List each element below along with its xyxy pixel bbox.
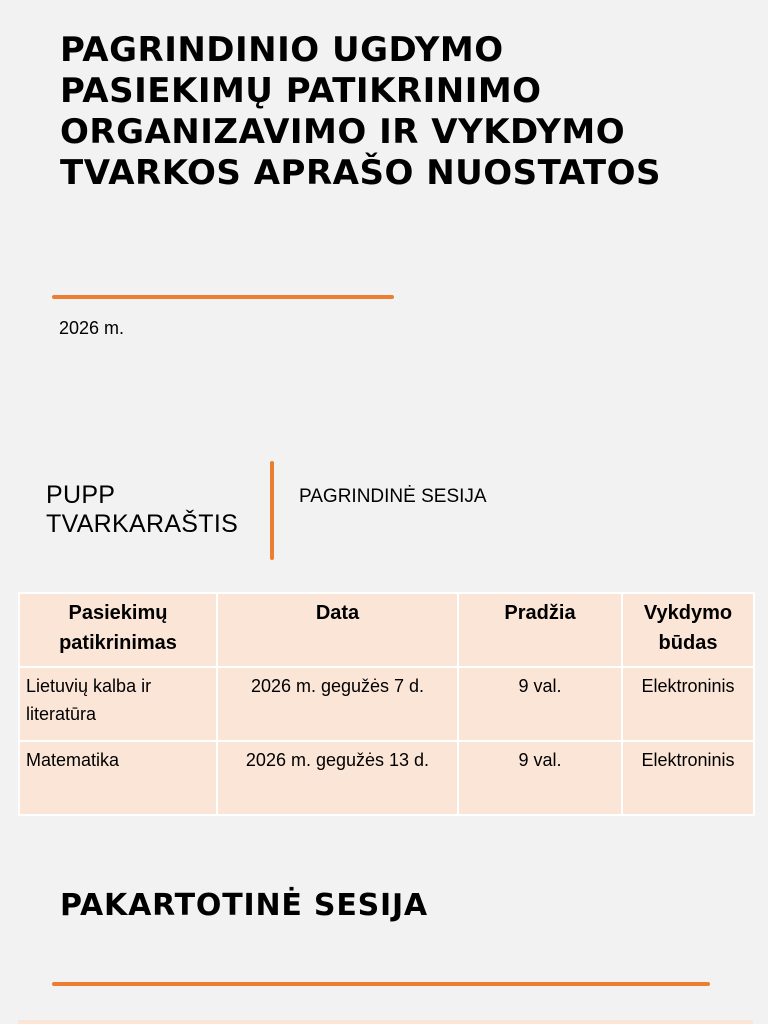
page-title: PAGRINDINIO UGDYMO PASIEKIMŲ PATIKRINIMO ORGANIZAVIMO IR VYKDYMO TVARKOS APRAŠO NUOSTATOS <box>60 30 661 193</box>
table-row <box>19 741 754 815</box>
cell-subject: Lietuvių kalba ir literatūra <box>19 667 217 741</box>
column-header-start: Pradžia <box>458 593 622 667</box>
cell-date: 2026 m. gegužės 13 d. <box>217 741 458 815</box>
column-header-assessment: Pasiekimų patikrinimas <box>19 593 217 667</box>
cell-start: 9 val. <box>458 741 622 815</box>
main-session-label: PAGRINDINĖ SESIJA <box>299 486 487 507</box>
cell-start: 9 val. <box>458 667 622 741</box>
next-table-edge <box>18 1020 753 1024</box>
column-header-date: Data <box>217 593 458 667</box>
cell-subject: Matematika <box>19 741 217 815</box>
cell-mode: Elektroninis <box>622 741 754 815</box>
schedule-table <box>18 592 755 816</box>
cell-mode: Elektroninis <box>622 667 754 741</box>
cell-date: 2026 m. gegužės 7 d. <box>217 667 458 741</box>
repeat-session-heading: PAKARTOTINĖ SESIJA <box>60 888 428 923</box>
schedule-heading <box>46 481 266 539</box>
table-header-row <box>19 593 754 667</box>
year-label: 2026 m. <box>59 318 125 338</box>
repeat-session-underline <box>52 982 710 986</box>
schedule-heading-line1: PUPP <box>46 481 116 509</box>
schedule-heading-line2: TVARKARAŠTIS <box>46 510 239 538</box>
column-header-mode: Vykdymo būdas <box>622 593 754 667</box>
title-underline <box>52 295 394 299</box>
vertical-divider <box>270 461 274 560</box>
table-row <box>19 667 754 741</box>
